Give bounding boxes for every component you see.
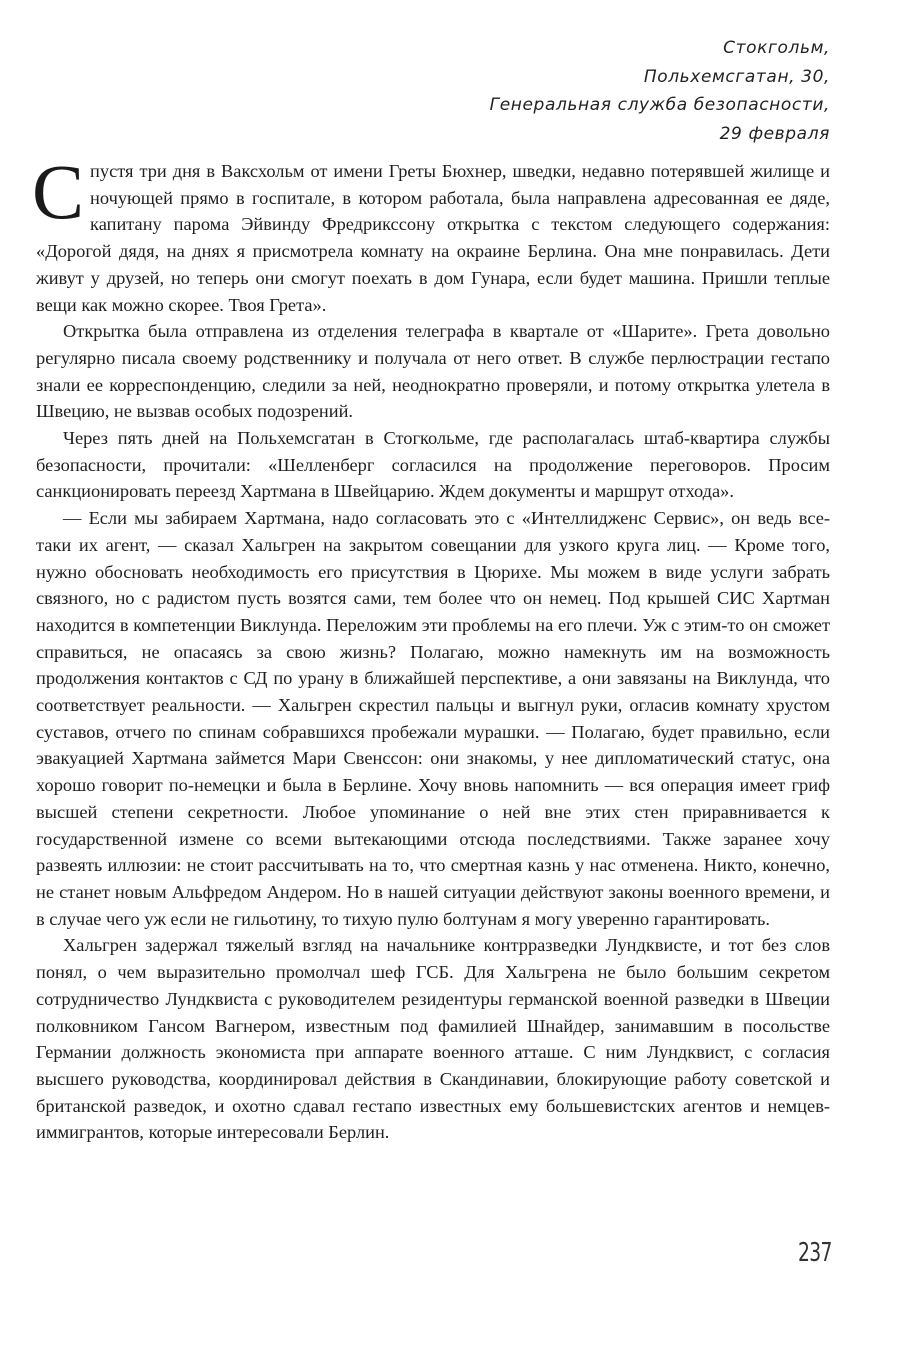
heading-organization: Генеральная служба безопасности,	[489, 95, 830, 115]
paragraph-5: Хальгрен задержал тяжелый взгляд на начальнике контрразведки Лундквисте, и тот без слов понял, о чем выразительно промолчал шеф ГСБ. Для Хальгрена не было большим секретом сотрудничество Лундквиста с руководителем резидентуры германской военной разведки в Швеции полковником Гансом Вагнером, известным под фамилией Шнайдер, занимавшим в посольстве Германии должность экономиста при аппарате военного атташе. С ним Лундквист, с согласия высшего руководства, координировал действия в Скандинавии, блокирующие работу советской и британской разведок, и охотно сдавал гестапо известных ему большевистских агентов и немцев-иммигрантов, которые интересовали Берлин.	[36, 935, 830, 1143]
heading-city: Стокгольм,	[723, 38, 830, 58]
heading-street: Польхемсгатан, 30,	[643, 66, 830, 87]
page-number: 237	[798, 1238, 832, 1268]
body-text	[32, 148, 830, 1146]
drop-cap: С	[32, 148, 85, 235]
paragraph-1	[32, 148, 830, 318]
paragraph-3: Через пять дней на Польхемсгатан в Стогкольме, где располагалась штаб-квартира службы безопасности, прочитали: «Шелленберг согласился на продолжение переговоров. Просим санкционировать переезд Хартмана в Швейцарию. Ждем документы и маршрут отхода».	[36, 428, 830, 502]
paragraph-4: — Если мы забираем Хартмана, надо согласовать это с «Интеллидженс Сервис», он ведь все-таки их агент, — сказал Хальгрен на закрытом совещании для узкого круга лиц. — Кроме того, нужно обосновать необходимость его присутствия в Цюрихе. Мы можем в виде услуги забрать связного, но с радистом пусть возятся сами, тем более что он немец. Под крышей СИС Хартман находится в компетенции Виклунда. Переложим эти проблемы на его плечи. Уж с этим-то он сможет справиться, не опасаясь за свою жизнь? Полагаю, можно намекнуть им на возможность продолжения контактов с СД по урану в ближайшей перспективе, а они завязаны на Виклунда, что соответствует реальности. — Хальгрен скрестил пальцы и выгнул руки, огласив комнату хрустом суставов, отчего по спинам собравшихся пробежали мурашки. — Полагаю, будет правильно, если эвакуацией Хартмана займется Мари Свенссон: они знакомы, у нее дипломатический статус, она хорошо говорит по-немецки и была в Берлине. Хочу вновь напомнить — вся операция имеет гриф высшей степени секретности. Любое упоминание о ней вне этих стен приравнивается к государственной измене со всеми вытекающими отсюда последствиями. Также заранее хочу развеять иллюзии: не стоит рассчитывать на то, что смертная казнь у нас отменена. Никто, конечно, не станет новым Альфредом Андером. Но в нашей ситуации действуют законы военного времени, и в случае чего уж если не гильотину, то тихую пулю болтунам я могу уверенно гарантировать.	[36, 508, 830, 929]
paragraph-1-text: пустя три дня в Ваксхольм от имени Греты Бюхнер, шведки, недавно потерявшей жилище и ночующей прямо в госпитале, в котором работала, была направлена адресованная ее дяде, капитану парома Эйвинду Фредрикссону открытка с текстом следующего содержания: «Дорогой дядя, на днях я присмотрела комнату на окраине Берлина. Она мне понравилась. Дети живут у друзей, но теперь они смогут поехать в дом Гунара, если будет машина. Пришли теплые вещи как можно скорее. Твоя Грета».	[36, 161, 830, 315]
chapter-heading	[490, 34, 830, 148]
heading-date: 29 февраля	[719, 123, 830, 144]
paragraph-2: Открытка была отправлена из отделения телеграфа в квартале от «Шарите». Грета довольно регулярно писала своему родственнику и получала от него ответ. В службе перлюстрации гестапо знали ее корреспонденцию, следили за ней, неоднократно проверяли, и потому открытка улетела в Швецию, не вызвав особых подозрений.	[36, 321, 830, 422]
